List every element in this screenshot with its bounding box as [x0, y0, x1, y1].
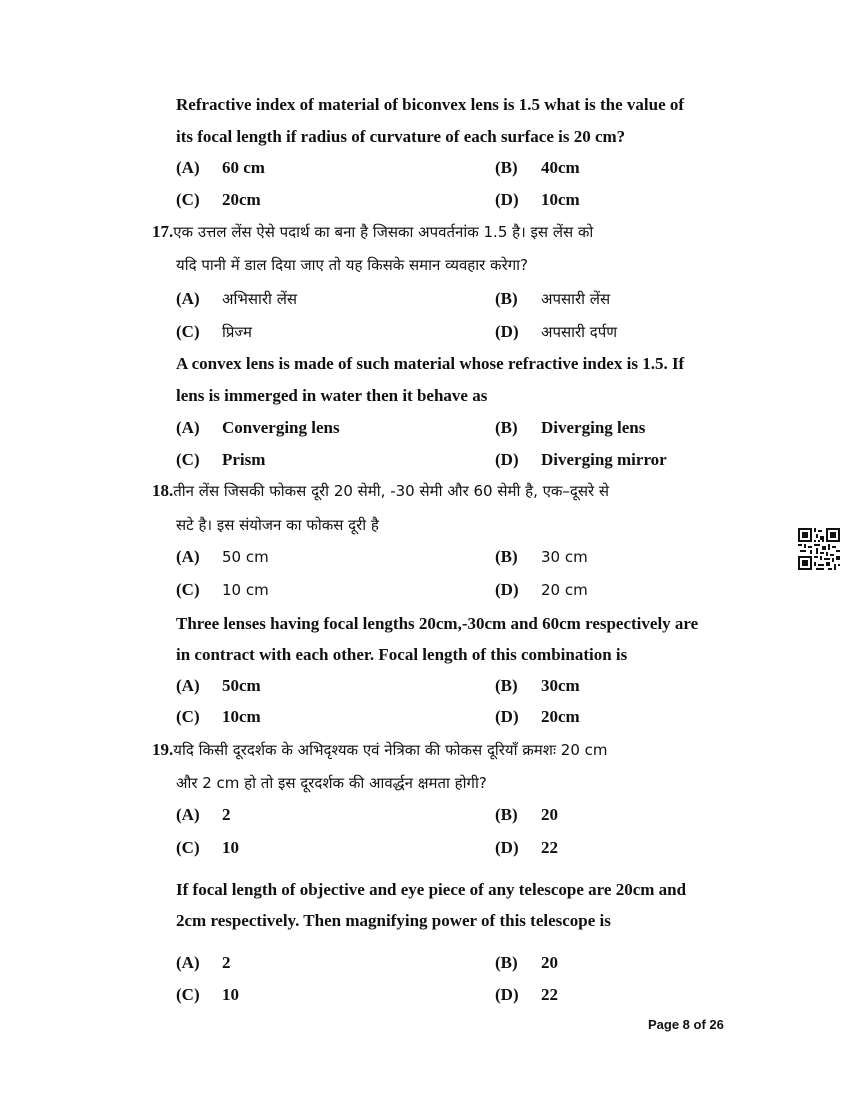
q17-hindi-line-2: यदि पानी में डाल दिया जाए तो यह किसके समान व्यवहार करेगा?: [176, 256, 528, 274]
option-text: 2: [222, 805, 231, 824]
q17-hi-option-d: [495, 322, 617, 342]
option-label: (B): [495, 289, 518, 308]
option-label: (A): [176, 676, 200, 695]
q16-english-line-1: Refractive index of material of biconvex lens is 1.5 what is the value of: [176, 95, 685, 114]
question-number: 19.: [152, 740, 174, 759]
q18-hindi-line-2: सटे है। इस संयोजन का फोकस दूरी है: [176, 516, 379, 534]
q19-en-option-b: [495, 953, 558, 973]
option-text: 10cm: [541, 190, 580, 209]
page-number: Page 8 of 26: [648, 1017, 724, 1032]
q17-en-option-b: [495, 418, 645, 438]
option-text: 2: [222, 953, 231, 972]
option-text: Prism: [222, 450, 266, 469]
q17-english-line-2: lens is immerged in water then it behave as: [176, 386, 488, 405]
q16-english-line-2: its focal length if radius of curvature of each surface is 20 cm?: [176, 127, 626, 146]
option-label: (D): [495, 707, 519, 726]
option-label: (B): [495, 805, 518, 824]
option-text: अपसारी लेंस: [541, 290, 611, 308]
option-text: Diverging lens: [541, 418, 646, 437]
option-label: (D): [495, 838, 519, 857]
option-label: (C): [176, 580, 200, 599]
q19-english-line-2: 2cm respectively. Then magnifying power of this telescope is: [176, 911, 611, 930]
q16-option-c: [176, 190, 261, 210]
q18-en-option-d: [495, 707, 580, 727]
question-number: 17.: [152, 222, 174, 241]
option-text: Converging lens: [222, 418, 340, 437]
q19-en-option-a: [176, 953, 231, 973]
option-text: प्रिज्म: [222, 323, 252, 341]
option-label: (C): [176, 838, 200, 857]
option-label: (D): [495, 450, 519, 469]
q19-hi-option-d: [495, 838, 558, 858]
option-label: (D): [495, 190, 519, 209]
option-label: (A): [176, 805, 200, 824]
q18-hindi-line-1: [152, 481, 609, 501]
q17-hindi-line-1: [152, 222, 593, 242]
q17-english-line-1: A convex lens is made of such material whose refractive index is 1.5. If: [176, 354, 685, 373]
q18-hindi-text: तीन लेंस जिसकी फोकस दूरी 20 सेमी, -30 सेमी और 60 सेमी है, एक–दूसरे से: [173, 482, 610, 500]
q18-hi-option-a: [176, 547, 269, 567]
q19-hindi-line-1: [152, 740, 608, 760]
option-label: (B): [495, 158, 518, 177]
option-label: (C): [176, 450, 200, 469]
qr-code: [798, 528, 840, 570]
option-text: अपसारी दर्पण: [541, 323, 618, 341]
option-text: 20 cm: [541, 581, 588, 599]
q16-option-a: [176, 158, 265, 178]
q17-en-option-c: [176, 450, 265, 470]
q16-option-d: [495, 190, 580, 210]
option-label: (B): [495, 953, 518, 972]
q17-hindi-text: एक उत्तल लेंस ऐसे पदार्थ का बना है जिसका अपवर्तनांक 1.5 है। इस लेंस को: [173, 223, 594, 241]
q18-en-option-c: [176, 707, 261, 727]
option-label: (C): [176, 985, 200, 1004]
q17-en-option-d: [495, 450, 667, 470]
option-text: Diverging mirror: [541, 450, 667, 469]
option-label: (B): [495, 418, 518, 437]
option-text: 20: [541, 805, 558, 824]
option-text: 40cm: [541, 158, 580, 177]
option-label: (C): [176, 322, 200, 341]
option-text: 50cm: [222, 676, 261, 695]
option-label: (B): [495, 547, 518, 566]
option-text: 10: [222, 838, 239, 857]
question-number: 18.: [152, 481, 174, 500]
option-text: 20cm: [222, 190, 261, 209]
q17-hi-option-c: [176, 322, 252, 342]
option-label: (C): [176, 707, 200, 726]
q18-en-option-a: [176, 676, 261, 696]
q19-hi-option-b: [495, 805, 558, 825]
q19-en-option-d: [495, 985, 558, 1005]
option-text: 50 cm: [222, 548, 269, 566]
q18-english-line-1: Three lenses having focal lengths 20cm,-30cm and 60cm respectively are: [176, 614, 699, 633]
q19-hi-option-c: [176, 838, 239, 858]
q18-hi-option-c: [176, 580, 269, 600]
q19-hindi-text: यदि किसी दूरदर्शक के अभिदृश्यक एवं नेत्रिका की फोकस दूरियाँ क्रमशः 20 cm: [173, 741, 608, 759]
option-label: (D): [495, 580, 519, 599]
q18-hi-option-b: [495, 547, 588, 567]
option-label: (A): [176, 418, 200, 437]
option-text: 22: [541, 838, 558, 857]
q18-hi-option-d: [495, 580, 588, 600]
option-text: 20: [541, 953, 558, 972]
option-label: (A): [176, 953, 200, 972]
option-label: (A): [176, 547, 200, 566]
option-label: (A): [176, 158, 200, 177]
option-text: अभिसारी लेंस: [222, 290, 298, 308]
q19-en-option-c: [176, 985, 239, 1005]
option-text: 22: [541, 985, 558, 1004]
option-label: (B): [495, 676, 518, 695]
option-text: 10 cm: [222, 581, 269, 599]
q19-english-line-1: If focal length of objective and eye piece of any telescope are 20cm and: [176, 880, 687, 899]
option-text: 30 cm: [541, 548, 588, 566]
option-text: 30cm: [541, 676, 580, 695]
option-text: 60 cm: [222, 158, 265, 177]
q17-hi-option-a: [176, 289, 297, 309]
option-text: 20cm: [541, 707, 580, 726]
q19-hi-option-a: [176, 805, 231, 825]
option-label: (C): [176, 190, 200, 209]
q17-hi-option-b: [495, 289, 610, 309]
option-label: (D): [495, 985, 519, 1004]
q17-en-option-a: [176, 418, 340, 438]
q16-option-b: [495, 158, 580, 178]
option-label: (D): [495, 322, 519, 341]
option-label: (A): [176, 289, 200, 308]
option-text: 10cm: [222, 707, 261, 726]
q18-english-line-2: in contract with each other. Focal length of this combination is: [176, 645, 628, 664]
q19-hindi-line-2: और 2 cm हो तो इस दूरदर्शक की आवर्द्धन क्षमता होगी?: [176, 774, 487, 792]
option-text: 10: [222, 985, 239, 1004]
q18-en-option-b: [495, 676, 580, 696]
